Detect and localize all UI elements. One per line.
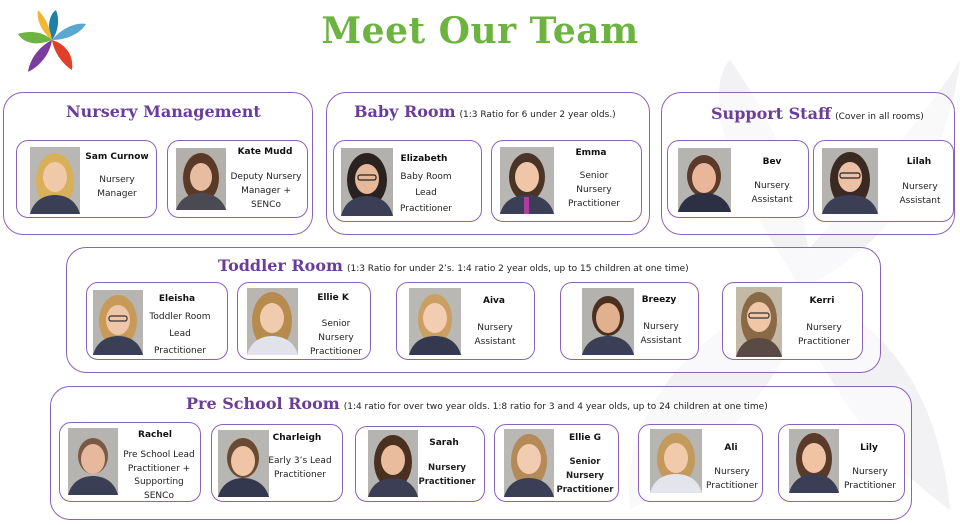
staff-role: Deputy Nursery Manager + SENCo [230,172,302,210]
staff-name: Charleigh [272,433,322,443]
staff-photo [176,148,226,210]
staff-role: Senior Nursery Practitioner [556,457,614,495]
staff-role: Toddler Room Lead Practitioner [149,312,211,356]
staff-role: Nursery Assistant [751,181,793,205]
section-title: Baby Room [354,102,456,121]
staff-name: Rachel [138,430,172,440]
section-title: Nursery Management [66,102,261,121]
staff-role: Senior Nursery Practitioner [310,319,362,357]
staff-photo [678,148,731,212]
staff-role: Baby Room Lead Practitioner [400,172,452,214]
section-title: Pre School Room [186,394,340,413]
staff-name: Kerri [809,296,835,306]
staff-name: Ellie K [317,293,349,303]
staff-photo [500,147,554,214]
section-title: Support Staff [711,104,832,123]
staff-role: Nursery Practitioner [844,467,896,491]
staff-name: Lily [860,443,878,453]
staff-name: Breezy [641,295,677,305]
section-title: Toddler Room [218,256,343,275]
staff-name: Ali [724,443,738,453]
section-header [186,394,768,413]
staff-photo [504,429,554,497]
staff-photo [582,288,634,355]
staff-role: Nursery Assistant [899,182,941,206]
section-header [711,104,924,123]
staff-photo [822,148,878,214]
staff-photo [736,287,782,357]
staff-role: Nursery Practitioner [706,467,758,491]
section-header [218,256,689,275]
staff-photo [650,429,702,493]
staff-name: Sam Curnow [85,152,149,162]
staff-photo [30,147,80,214]
staff-role: Nursery Manager [97,175,137,199]
page-title: Meet Our Team [321,10,639,52]
section-subtitle: (1:4 ratio for over two year olds. 1:8 ratio for 3 and 4 year olds, up to 24 children at one time) [343,402,768,412]
staff-name: Aiva [483,296,505,306]
staff-photo [341,148,393,216]
staff-name: Sarah [429,438,459,448]
staff-name: Elizabeth [400,154,448,164]
staff-photo [68,428,118,495]
section-subtitle: (1:3 Ratio for 6 under 2 year olds.) [459,110,616,120]
staff-name: Ellie G [568,433,602,443]
staff-role: Senior Nursery Practitioner [568,171,620,209]
staff-role: Pre School Lead Practitioner + Supporting SENCo [123,450,195,501]
staff-photo [368,430,418,497]
section-subtitle: (1:3 Ratio for under 2’s. 1:4 ratio 2 year olds, up to 15 children at one time) [346,264,689,274]
staff-role: Early 3’s Lead Practitioner [268,456,332,480]
staff-photo [218,430,269,497]
staff-name: Bev [762,157,782,167]
section-header [66,102,261,121]
staff-role: Nursery Practitioner [798,323,850,347]
staff-photo [247,288,298,355]
staff-photo [409,288,461,355]
section-header [354,102,616,121]
staff-photo [93,290,143,355]
staff-name: Eleisha [158,294,196,304]
staff-role: Nursery Practitioner [418,463,476,487]
staff-role: Nursery Assistant [640,322,682,346]
staff-name: Lilah [906,157,932,167]
staff-name: Emma [575,148,607,158]
staff-role: Nursery Assistant [474,323,516,347]
staff-name: Kate Mudd [237,147,293,157]
staff-photo [789,429,839,493]
section-subtitle: (Cover in all rooms) [835,112,924,122]
